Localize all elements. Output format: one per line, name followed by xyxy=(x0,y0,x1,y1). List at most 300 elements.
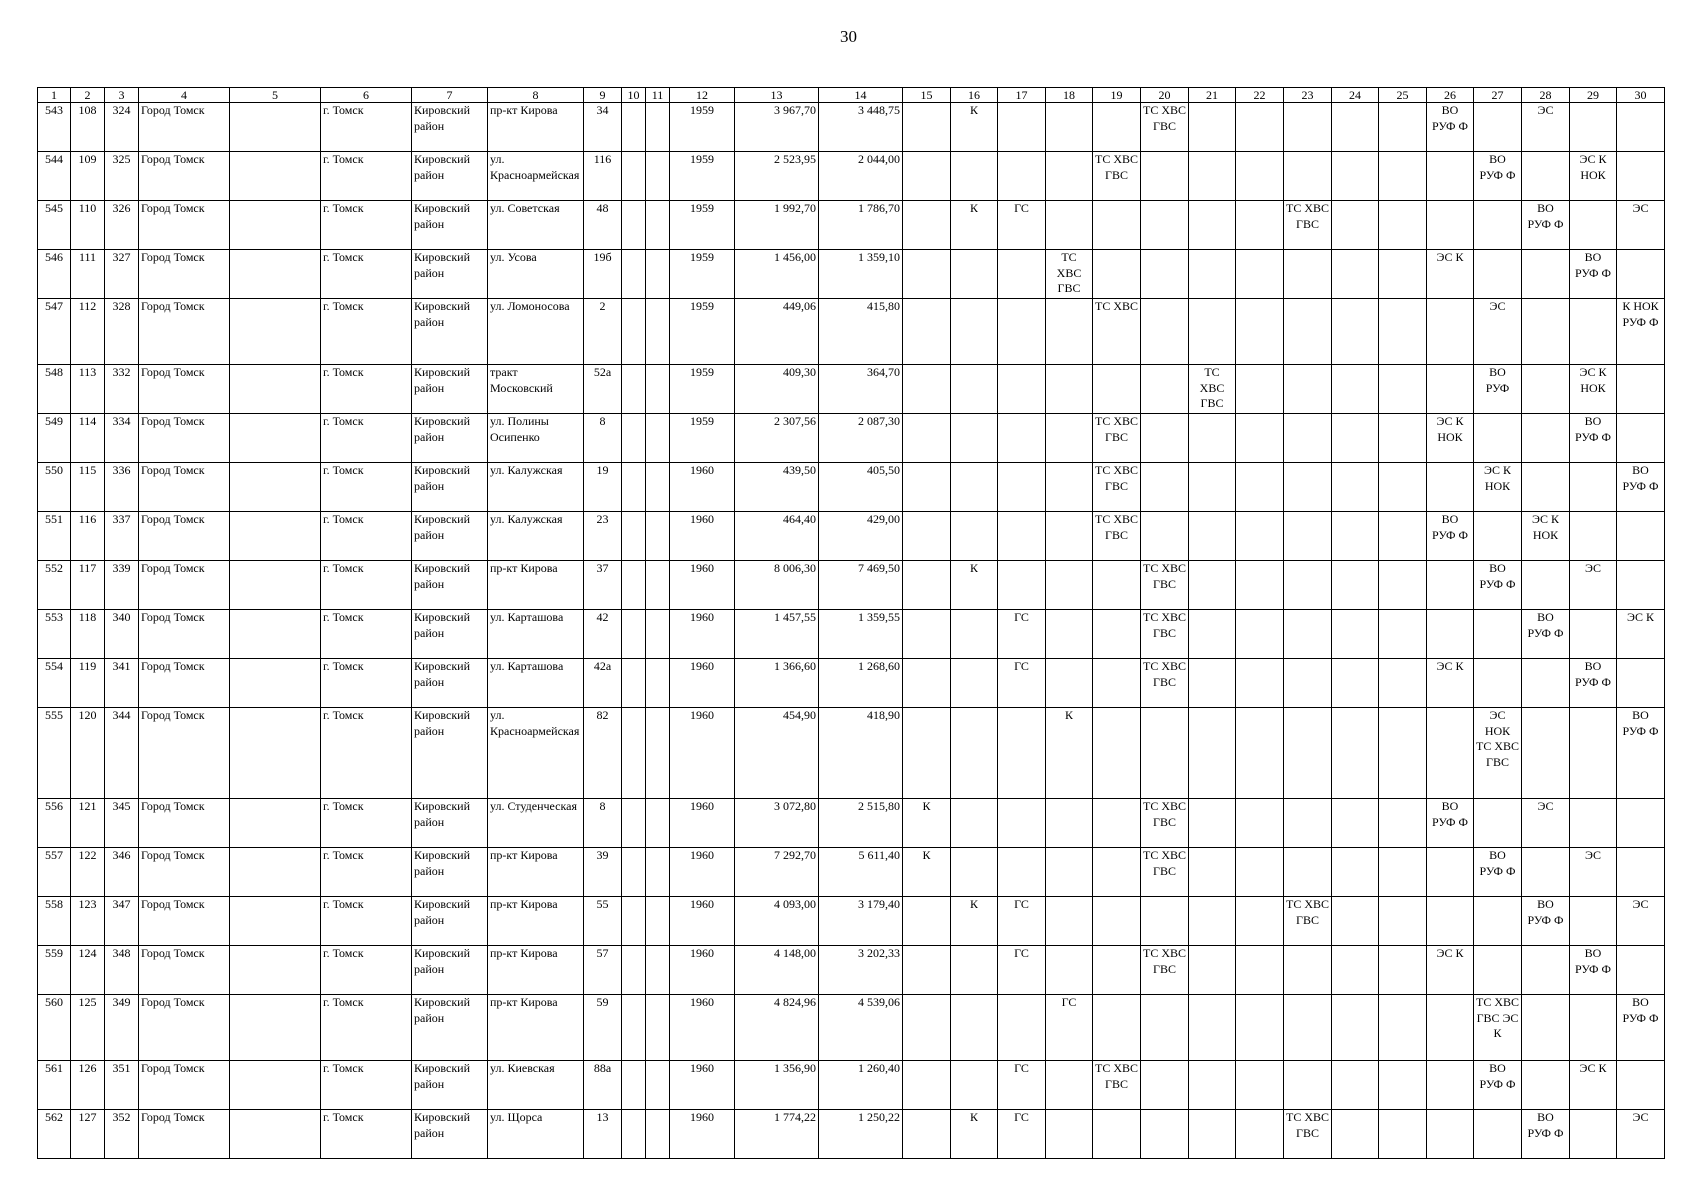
cell-col-19 xyxy=(1093,708,1141,799)
cell-col-5 xyxy=(230,1061,321,1110)
cell-col-28 xyxy=(1522,946,1570,995)
cell-col-24 xyxy=(1332,414,1379,463)
cell-col-15 xyxy=(903,152,951,201)
cell-col-26 xyxy=(1427,610,1474,659)
cell-col-9: 23 xyxy=(584,512,622,561)
cell-col-11 xyxy=(646,848,670,897)
cell-col-1: 549 xyxy=(38,414,71,463)
cell-col-17: ГС xyxy=(998,897,1046,946)
cell-col-29: ВО РУФ Ф xyxy=(1570,250,1617,299)
cell-col-29: ВО РУФ Ф xyxy=(1570,946,1617,995)
cell-col-8: ул. Карташова xyxy=(488,610,584,659)
cell-col-9: 48 xyxy=(584,201,622,250)
cell-col-18 xyxy=(1046,561,1093,610)
cell-col-6: г. Томск xyxy=(321,897,412,946)
cell-col-26 xyxy=(1427,708,1474,799)
cell-col-11 xyxy=(646,561,670,610)
cell-col-5 xyxy=(230,512,321,561)
cell-col-7: Кировский район xyxy=(412,250,488,299)
cell-col-22 xyxy=(1236,799,1284,848)
cell-col-12: 1960 xyxy=(670,610,735,659)
cell-col-12: 1960 xyxy=(670,1110,735,1159)
cell-col-29 xyxy=(1570,103,1617,152)
cell-col-7: Кировский район xyxy=(412,463,488,512)
cell-col-20 xyxy=(1141,1110,1189,1159)
cell-col-27 xyxy=(1474,201,1522,250)
cell-col-30 xyxy=(1617,512,1665,561)
cell-col-15 xyxy=(903,659,951,708)
cell-col-8: ул. Советская xyxy=(488,201,584,250)
cell-col-22 xyxy=(1236,848,1284,897)
cell-col-2: 113 xyxy=(71,365,105,414)
cell-col-22 xyxy=(1236,201,1284,250)
cell-col-30 xyxy=(1617,103,1665,152)
cell-col-28 xyxy=(1522,250,1570,299)
cell-col-14: 1 250,22 xyxy=(819,1110,903,1159)
cell-col-25 xyxy=(1379,299,1427,365)
cell-col-27 xyxy=(1474,512,1522,561)
cell-col-27 xyxy=(1474,799,1522,848)
cell-col-19 xyxy=(1093,365,1141,414)
cell-col-30 xyxy=(1617,946,1665,995)
cell-col-17 xyxy=(998,512,1046,561)
cell-col-26 xyxy=(1427,897,1474,946)
cell-col-26 xyxy=(1427,561,1474,610)
cell-col-27: ТС ХВС ГВС ЭС К xyxy=(1474,995,1522,1061)
cell-col-13: 449,06 xyxy=(735,299,819,365)
cell-col-24 xyxy=(1332,561,1379,610)
cell-col-3: 347 xyxy=(105,897,139,946)
cell-col-25 xyxy=(1379,610,1427,659)
cell-col-9: 88а xyxy=(584,1061,622,1110)
cell-col-13: 1 457,55 xyxy=(735,610,819,659)
cell-col-15 xyxy=(903,512,951,561)
cell-col-26: ЭС К xyxy=(1427,659,1474,708)
cell-col-15 xyxy=(903,250,951,299)
cell-col-22 xyxy=(1236,659,1284,708)
cell-col-8: пр-кт Кирова xyxy=(488,946,584,995)
cell-col-21 xyxy=(1189,659,1236,708)
cell-col-18 xyxy=(1046,512,1093,561)
cell-col-24 xyxy=(1332,152,1379,201)
cell-col-28: ВО РУФ Ф xyxy=(1522,610,1570,659)
cell-col-29 xyxy=(1570,897,1617,946)
cell-col-9: 59 xyxy=(584,995,622,1061)
table-row xyxy=(38,250,1665,299)
cell-col-19 xyxy=(1093,1110,1141,1159)
cell-col-10 xyxy=(622,610,646,659)
cell-col-8: ул. Ломоносова xyxy=(488,299,584,365)
cell-col-15 xyxy=(903,365,951,414)
cell-col-28 xyxy=(1522,848,1570,897)
cell-col-7: Кировский район xyxy=(412,659,488,708)
cell-col-15 xyxy=(903,1110,951,1159)
cell-col-22 xyxy=(1236,512,1284,561)
housing-register-table xyxy=(37,87,1665,1159)
cell-col-5 xyxy=(230,365,321,414)
cell-col-10 xyxy=(622,946,646,995)
cell-col-20: ТС ХВС ГВС xyxy=(1141,561,1189,610)
cell-col-11 xyxy=(646,946,670,995)
table-row xyxy=(38,659,1665,708)
table-row xyxy=(38,946,1665,995)
cell-col-16 xyxy=(951,995,998,1061)
cell-col-27 xyxy=(1474,659,1522,708)
cell-col-15 xyxy=(903,1061,951,1110)
column-number-22: 22 xyxy=(1236,88,1284,103)
cell-col-21 xyxy=(1189,463,1236,512)
cell-col-16 xyxy=(951,152,998,201)
cell-col-6: г. Томск xyxy=(321,995,412,1061)
cell-col-15 xyxy=(903,610,951,659)
cell-col-3: 325 xyxy=(105,152,139,201)
cell-col-1: 555 xyxy=(38,708,71,799)
cell-col-21 xyxy=(1189,897,1236,946)
cell-col-19: ТС ХВС ГВС xyxy=(1093,463,1141,512)
cell-col-23 xyxy=(1284,512,1332,561)
cell-col-11 xyxy=(646,995,670,1061)
cell-col-11 xyxy=(646,512,670,561)
cell-col-11 xyxy=(646,897,670,946)
column-number-12: 12 xyxy=(670,88,735,103)
cell-col-10 xyxy=(622,708,646,799)
column-number-17: 17 xyxy=(998,88,1046,103)
cell-col-14: 7 469,50 xyxy=(819,561,903,610)
cell-col-8: пр-кт Кирова xyxy=(488,561,584,610)
cell-col-23 xyxy=(1284,152,1332,201)
table-row xyxy=(38,512,1665,561)
cell-col-28: ЭС xyxy=(1522,799,1570,848)
column-number-6: 6 xyxy=(321,88,412,103)
cell-col-27 xyxy=(1474,103,1522,152)
cell-col-28 xyxy=(1522,561,1570,610)
cell-col-11 xyxy=(646,201,670,250)
cell-col-18 xyxy=(1046,1061,1093,1110)
cell-col-9: 2 xyxy=(584,299,622,365)
cell-col-16: К xyxy=(951,1110,998,1159)
cell-col-20 xyxy=(1141,995,1189,1061)
cell-col-26 xyxy=(1427,1061,1474,1110)
cell-col-29 xyxy=(1570,799,1617,848)
cell-col-23 xyxy=(1284,365,1332,414)
cell-col-20: ТС ХВС ГВС xyxy=(1141,610,1189,659)
cell-col-25 xyxy=(1379,897,1427,946)
cell-col-21 xyxy=(1189,414,1236,463)
cell-col-30 xyxy=(1617,365,1665,414)
cell-col-30 xyxy=(1617,848,1665,897)
table-row xyxy=(38,1061,1665,1110)
column-number-15: 15 xyxy=(903,88,951,103)
table-row xyxy=(38,995,1665,1061)
cell-col-2: 109 xyxy=(71,152,105,201)
cell-col-10 xyxy=(622,250,646,299)
cell-col-30 xyxy=(1617,561,1665,610)
cell-col-26 xyxy=(1427,463,1474,512)
cell-col-12: 1960 xyxy=(670,659,735,708)
cell-col-9: 116 xyxy=(584,152,622,201)
cell-col-15 xyxy=(903,946,951,995)
cell-col-23 xyxy=(1284,610,1332,659)
cell-col-21 xyxy=(1189,848,1236,897)
cell-col-27 xyxy=(1474,250,1522,299)
cell-col-26: ЭС К НОК xyxy=(1427,414,1474,463)
cell-col-18 xyxy=(1046,897,1093,946)
cell-col-9: 8 xyxy=(584,414,622,463)
cell-col-15: К xyxy=(903,799,951,848)
cell-col-2: 127 xyxy=(71,1110,105,1159)
cell-col-27: ЭС К НОК xyxy=(1474,463,1522,512)
cell-col-11 xyxy=(646,152,670,201)
cell-col-19 xyxy=(1093,946,1141,995)
cell-col-6: г. Томск xyxy=(321,1061,412,1110)
cell-col-5 xyxy=(230,897,321,946)
cell-col-20: ТС ХВС ГВС xyxy=(1141,103,1189,152)
cell-col-23 xyxy=(1284,946,1332,995)
cell-col-28 xyxy=(1522,708,1570,799)
cell-col-6: г. Томск xyxy=(321,463,412,512)
cell-col-3: 351 xyxy=(105,1061,139,1110)
cell-col-16 xyxy=(951,708,998,799)
cell-col-18 xyxy=(1046,365,1093,414)
cell-col-15: К xyxy=(903,848,951,897)
cell-col-9: 13 xyxy=(584,1110,622,1159)
cell-col-16 xyxy=(951,1061,998,1110)
cell-col-16 xyxy=(951,365,998,414)
cell-col-19: ТС ХВС ГВС xyxy=(1093,152,1141,201)
cell-col-6: г. Томск xyxy=(321,299,412,365)
cell-col-4: Город Томск xyxy=(139,708,230,799)
cell-col-28: ВО РУФ Ф xyxy=(1522,201,1570,250)
cell-col-29 xyxy=(1570,610,1617,659)
cell-col-1: 556 xyxy=(38,799,71,848)
cell-col-18: К xyxy=(1046,708,1093,799)
cell-col-10 xyxy=(622,512,646,561)
cell-col-18 xyxy=(1046,1110,1093,1159)
cell-col-3: 337 xyxy=(105,512,139,561)
cell-col-14: 1 260,40 xyxy=(819,1061,903,1110)
table-row xyxy=(38,1110,1665,1159)
cell-col-26: ЭС К xyxy=(1427,946,1474,995)
cell-col-18 xyxy=(1046,414,1093,463)
cell-col-18 xyxy=(1046,659,1093,708)
cell-col-7: Кировский район xyxy=(412,799,488,848)
cell-col-4: Город Томск xyxy=(139,1110,230,1159)
cell-col-1: 547 xyxy=(38,299,71,365)
cell-col-10 xyxy=(622,152,646,201)
cell-col-3: 332 xyxy=(105,365,139,414)
cell-col-26: ВО РУФ Ф xyxy=(1427,103,1474,152)
cell-col-24 xyxy=(1332,995,1379,1061)
cell-col-6: г. Томск xyxy=(321,201,412,250)
cell-col-6: г. Томск xyxy=(321,799,412,848)
cell-col-7: Кировский район xyxy=(412,848,488,897)
cell-col-17 xyxy=(998,995,1046,1061)
cell-col-30: ЭС xyxy=(1617,201,1665,250)
cell-col-5 xyxy=(230,848,321,897)
cell-col-17 xyxy=(998,799,1046,848)
cell-col-3: 334 xyxy=(105,414,139,463)
cell-col-24 xyxy=(1332,610,1379,659)
cell-col-9: 8 xyxy=(584,799,622,848)
cell-col-13: 4 093,00 xyxy=(735,897,819,946)
cell-col-13: 4 824,96 xyxy=(735,995,819,1061)
cell-col-6: г. Томск xyxy=(321,561,412,610)
cell-col-1: 559 xyxy=(38,946,71,995)
cell-col-21 xyxy=(1189,995,1236,1061)
cell-col-5 xyxy=(230,995,321,1061)
cell-col-14: 3 448,75 xyxy=(819,103,903,152)
cell-col-23 xyxy=(1284,1061,1332,1110)
column-number-19: 19 xyxy=(1093,88,1141,103)
cell-col-15 xyxy=(903,995,951,1061)
cell-col-30: ЭС xyxy=(1617,1110,1665,1159)
cell-col-29: ЭС xyxy=(1570,561,1617,610)
cell-col-20 xyxy=(1141,365,1189,414)
cell-col-10 xyxy=(622,365,646,414)
cell-col-18: ГС xyxy=(1046,995,1093,1061)
cell-col-7: Кировский район xyxy=(412,995,488,1061)
cell-col-20 xyxy=(1141,1061,1189,1110)
table-body xyxy=(38,103,1665,1159)
cell-col-10 xyxy=(622,201,646,250)
cell-col-9: 34 xyxy=(584,103,622,152)
cell-col-1: 558 xyxy=(38,897,71,946)
cell-col-26: ВО РУФ Ф xyxy=(1427,799,1474,848)
column-number-4: 4 xyxy=(139,88,230,103)
cell-col-3: 352 xyxy=(105,1110,139,1159)
cell-col-21 xyxy=(1189,152,1236,201)
cell-col-25 xyxy=(1379,512,1427,561)
table-row xyxy=(38,103,1665,152)
column-number-30: 30 xyxy=(1617,88,1665,103)
cell-col-19 xyxy=(1093,897,1141,946)
cell-col-6: г. Томск xyxy=(321,848,412,897)
cell-col-3: 328 xyxy=(105,299,139,365)
cell-col-3: 327 xyxy=(105,250,139,299)
cell-col-15 xyxy=(903,708,951,799)
column-number-5: 5 xyxy=(230,88,321,103)
cell-col-1: 552 xyxy=(38,561,71,610)
cell-col-18 xyxy=(1046,848,1093,897)
column-number-24: 24 xyxy=(1332,88,1379,103)
cell-col-13: 3 072,80 xyxy=(735,799,819,848)
cell-col-17 xyxy=(998,463,1046,512)
cell-col-9: 19б xyxy=(584,250,622,299)
cell-col-13: 409,30 xyxy=(735,365,819,414)
cell-col-4: Город Томск xyxy=(139,561,230,610)
cell-col-28 xyxy=(1522,659,1570,708)
cell-col-30 xyxy=(1617,799,1665,848)
cell-col-20: ТС ХВС ГВС xyxy=(1141,946,1189,995)
cell-col-19 xyxy=(1093,659,1141,708)
cell-col-2: 120 xyxy=(71,708,105,799)
cell-col-29: ЭС К xyxy=(1570,1061,1617,1110)
cell-col-16 xyxy=(951,799,998,848)
cell-col-16: К xyxy=(951,103,998,152)
cell-col-28 xyxy=(1522,995,1570,1061)
cell-col-21 xyxy=(1189,610,1236,659)
cell-col-25 xyxy=(1379,103,1427,152)
cell-col-4: Город Томск xyxy=(139,365,230,414)
cell-col-12: 1960 xyxy=(670,708,735,799)
cell-col-29: ВО РУФ Ф xyxy=(1570,414,1617,463)
cell-col-2: 116 xyxy=(71,512,105,561)
cell-col-23: ТС ХВС ГВС xyxy=(1284,1110,1332,1159)
cell-col-19: ТС ХВС xyxy=(1093,299,1141,365)
cell-col-5 xyxy=(230,152,321,201)
table-row xyxy=(38,463,1665,512)
cell-col-26 xyxy=(1427,201,1474,250)
column-number-21: 21 xyxy=(1189,88,1236,103)
cell-col-11 xyxy=(646,103,670,152)
cell-col-19: ТС ХВС ГВС xyxy=(1093,1061,1141,1110)
cell-col-2: 115 xyxy=(71,463,105,512)
cell-col-28: ВО РУФ Ф xyxy=(1522,897,1570,946)
cell-col-22 xyxy=(1236,365,1284,414)
cell-col-30: ЭС К xyxy=(1617,610,1665,659)
cell-col-15 xyxy=(903,897,951,946)
cell-col-22 xyxy=(1236,561,1284,610)
cell-col-30: ЭС xyxy=(1617,897,1665,946)
cell-col-4: Город Томск xyxy=(139,299,230,365)
cell-col-10 xyxy=(622,103,646,152)
cell-col-15 xyxy=(903,201,951,250)
cell-col-9: 39 xyxy=(584,848,622,897)
cell-col-8: ул. Щорса xyxy=(488,1110,584,1159)
cell-col-12: 1959 xyxy=(670,365,735,414)
cell-col-29 xyxy=(1570,463,1617,512)
cell-col-13: 3 967,70 xyxy=(735,103,819,152)
cell-col-8: ул. Калужская xyxy=(488,463,584,512)
cell-col-21 xyxy=(1189,1110,1236,1159)
cell-col-3: 324 xyxy=(105,103,139,152)
table-row xyxy=(38,610,1665,659)
cell-col-30 xyxy=(1617,250,1665,299)
cell-col-2: 118 xyxy=(71,610,105,659)
cell-col-28 xyxy=(1522,152,1570,201)
cell-col-22 xyxy=(1236,946,1284,995)
cell-col-25 xyxy=(1379,152,1427,201)
cell-col-13: 454,90 xyxy=(735,708,819,799)
cell-col-9: 82 xyxy=(584,708,622,799)
cell-col-28: ЭС xyxy=(1522,103,1570,152)
cell-col-17: ГС xyxy=(998,201,1046,250)
table-row xyxy=(38,708,1665,799)
cell-col-29: ЭС К НОК xyxy=(1570,365,1617,414)
cell-col-18 xyxy=(1046,201,1093,250)
cell-col-11 xyxy=(646,250,670,299)
cell-col-23: ТС ХВС ГВС xyxy=(1284,897,1332,946)
cell-col-21 xyxy=(1189,103,1236,152)
cell-col-14: 4 539,06 xyxy=(819,995,903,1061)
cell-col-14: 429,00 xyxy=(819,512,903,561)
cell-col-23 xyxy=(1284,299,1332,365)
cell-col-10 xyxy=(622,463,646,512)
column-number-23: 23 xyxy=(1284,88,1332,103)
cell-col-8: ул. Красноармейская xyxy=(488,708,584,799)
cell-col-23 xyxy=(1284,414,1332,463)
column-number-16: 16 xyxy=(951,88,998,103)
cell-col-4: Город Томск xyxy=(139,463,230,512)
cell-col-7: Кировский район xyxy=(412,1110,488,1159)
cell-col-19 xyxy=(1093,250,1141,299)
cell-col-20 xyxy=(1141,299,1189,365)
cell-col-26 xyxy=(1427,995,1474,1061)
cell-col-28 xyxy=(1522,463,1570,512)
cell-col-8: ул. Карташова xyxy=(488,659,584,708)
cell-col-6: г. Томск xyxy=(321,610,412,659)
cell-col-6: г. Томск xyxy=(321,946,412,995)
